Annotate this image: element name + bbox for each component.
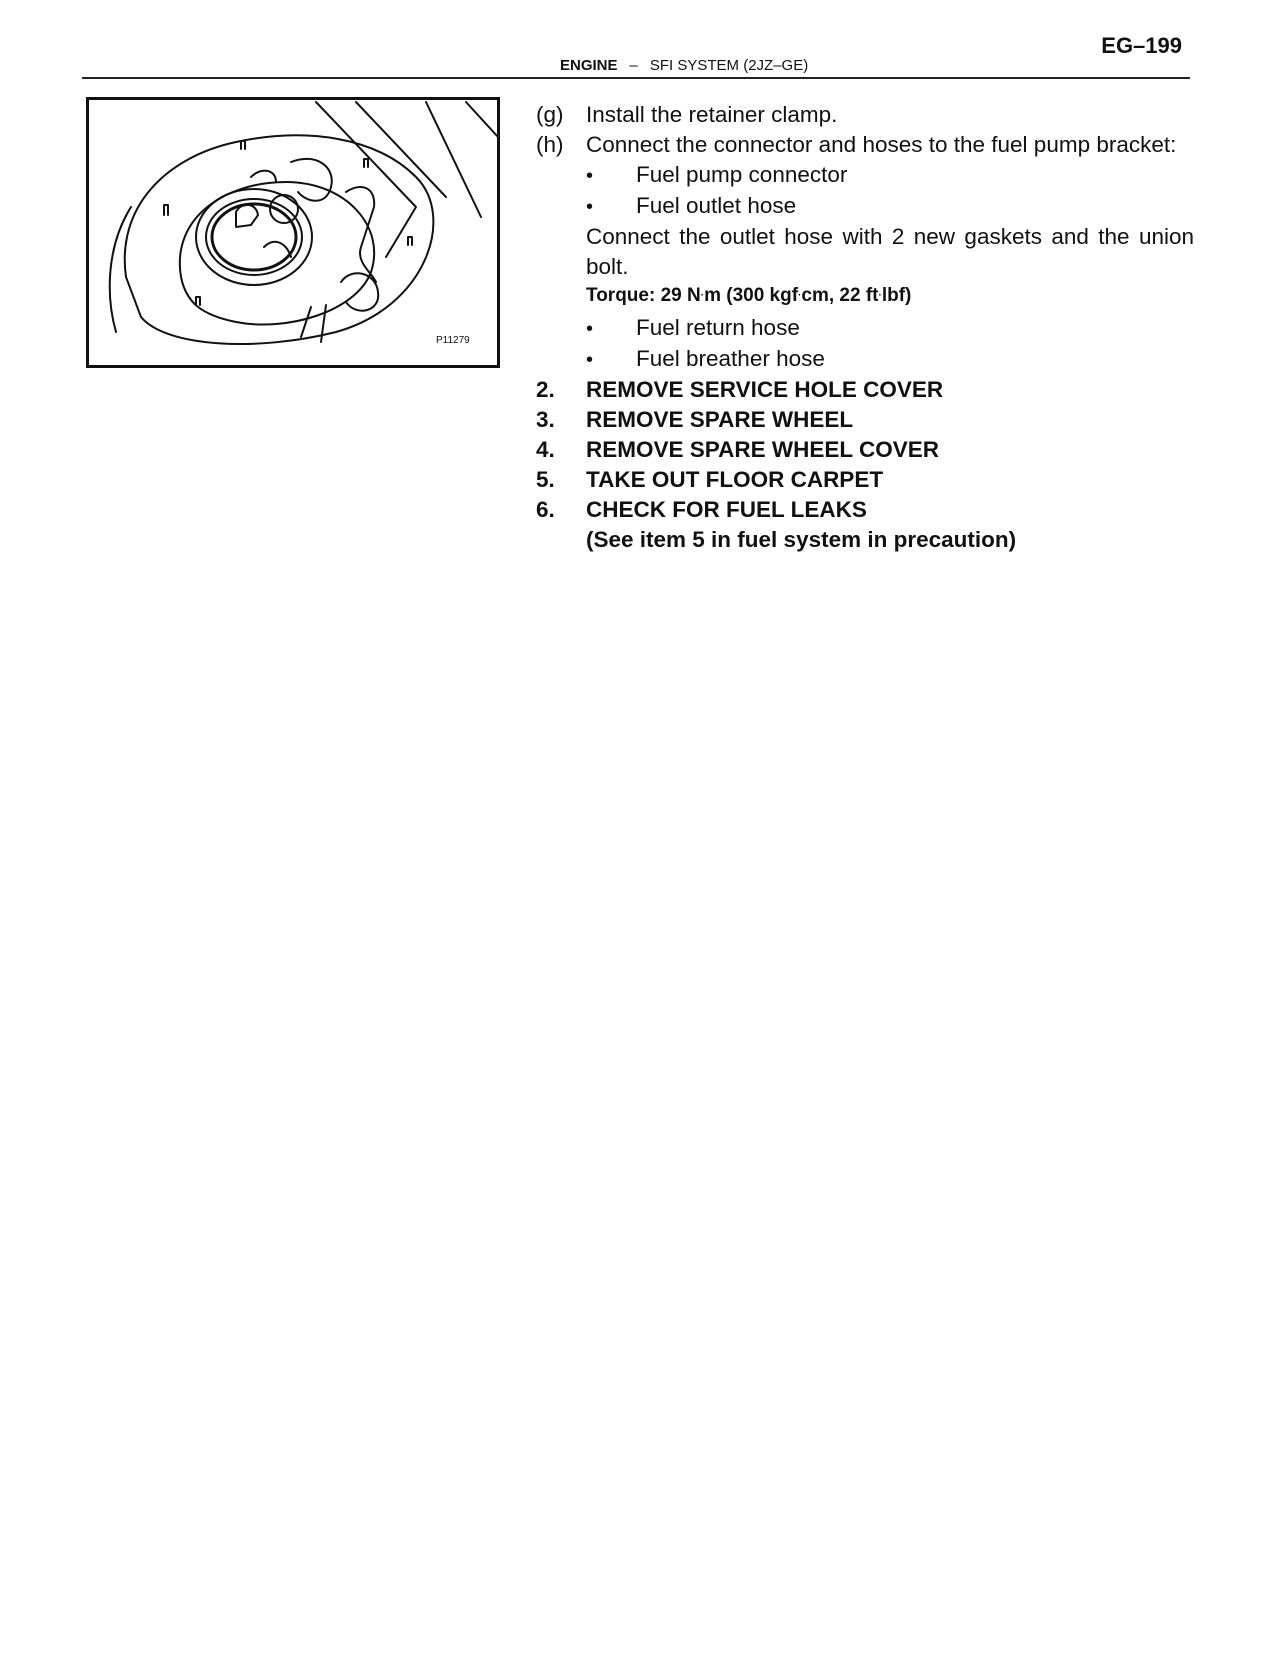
step-g [536, 100, 1194, 130]
main-step [536, 465, 1194, 495]
running-header [560, 57, 808, 74]
step-label: (h) [536, 132, 564, 157]
step-title: REMOVE SPARE WHEEL [586, 407, 854, 432]
step-number: 4. [536, 437, 555, 462]
header-rule [82, 77, 1190, 79]
step-text: Install the retainer clamp. [586, 102, 838, 127]
bullet: • [586, 196, 594, 218]
step-h [536, 130, 1194, 160]
bullet: • [586, 318, 594, 340]
list-item-text: Fuel return hose [636, 315, 800, 340]
list-item-text: Fuel breather hose [636, 346, 825, 371]
header-subsection: SFI SYSTEM (2JZ–GE) [649, 57, 809, 74]
figure-frame [88, 99, 499, 367]
step-title: CHECK FOR FUEL LEAKS [586, 497, 867, 522]
procedure-text [536, 100, 1194, 555]
bullet: • [586, 165, 594, 187]
step-number: 5. [536, 467, 555, 492]
list-item [536, 344, 1194, 375]
step-text: Connect the connector and hoses to the fuel pump bracket: [586, 132, 1177, 157]
list-item [536, 313, 1194, 344]
main-step [536, 435, 1194, 465]
main-step [536, 495, 1194, 525]
see-item-note: (See item 5 in fuel system in precaution) [586, 527, 1017, 552]
torque-spec: Torque: 29 $N_\cdot m$ (300 kgf$_\cdot$cm, 22 $ft_\cdot lbf$) [586, 285, 912, 306]
step-number: 2. [536, 377, 555, 402]
step-title: REMOVE SPARE WHEEL COVER [586, 437, 939, 462]
list-item [536, 160, 1194, 191]
header-section: ENGINE [560, 57, 618, 74]
header-separator: – [629, 57, 638, 74]
step-title: TAKE OUT FLOOR CARPET [586, 467, 884, 492]
note-text: Connect the outlet hose with 2 new gaskets and the union bolt. [586, 224, 1194, 279]
list-item-text: Fuel outlet hose [636, 193, 797, 218]
page-number: EG–199 [1101, 33, 1182, 58]
step-title: REMOVE SERVICE HOLE COVER [586, 377, 944, 402]
step-number: 6. [536, 497, 555, 522]
list-item-text: Fuel pump connector [636, 162, 848, 187]
fuel-pump-illustration [86, 97, 500, 368]
bullet: • [586, 349, 594, 371]
main-step [536, 405, 1194, 435]
step-label: (g) [536, 102, 564, 127]
main-step [536, 375, 1194, 405]
figure-code: P11279 [436, 335, 470, 346]
list-item [536, 191, 1194, 222]
step-number: 3. [536, 407, 555, 432]
